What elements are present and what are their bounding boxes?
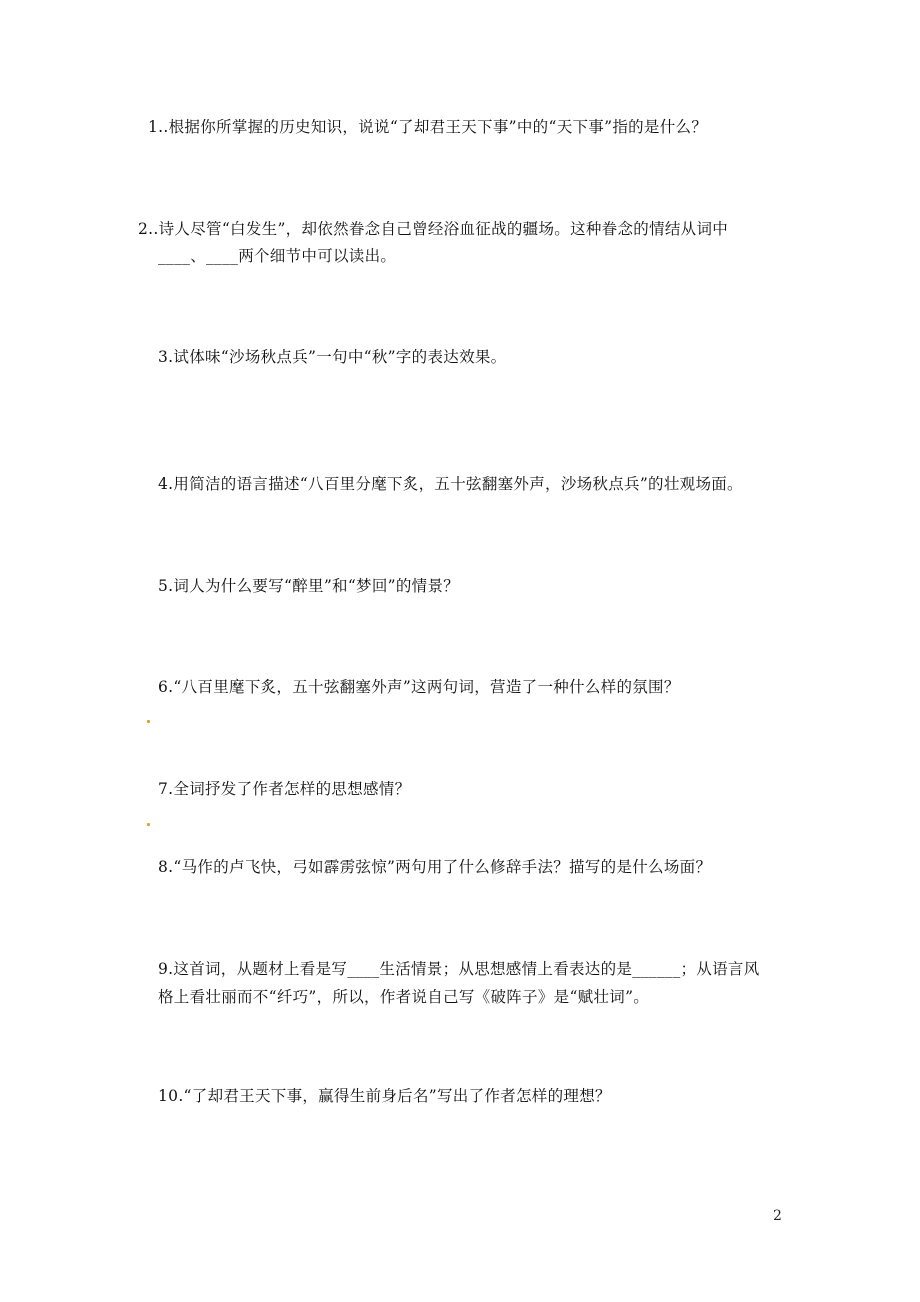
question-7-text: 7.全词抒发了作者怎样的思想感情？	[158, 780, 411, 798]
question-7	[158, 775, 410, 803]
question-2	[138, 215, 728, 243]
question-3	[158, 343, 507, 371]
question-9	[158, 955, 760, 983]
stray-mark	[147, 720, 150, 723]
question-6	[158, 673, 680, 701]
question-2-line-1: 2..诗人尽管“白发生”，却依然眷念自己曾经浴血征战的疆场。这种眷念的情结从词中	[138, 220, 729, 238]
question-4-text: 4.用简洁的语言描述“八百里分麾下炙，五十弦翻塞外声，沙场秋点兵”的壮观场面。	[158, 475, 743, 493]
page-number: 2	[773, 1208, 782, 1224]
question-2-line-2: ____、____两个细节中可以读出。	[158, 247, 397, 265]
question-1-text: 1..根据你所掌握的历史知识，说说“了却君王天下事”中的“天下事”指的是什么？	[148, 118, 708, 136]
question-5-text: 5.词人为什么要写“醉里”和“梦回”的情景？	[158, 577, 460, 595]
question-4	[158, 470, 743, 498]
question-10	[158, 1082, 611, 1110]
stray-mark	[147, 823, 150, 826]
question-9-continuation	[158, 983, 649, 1011]
question-3-text: 3.试体味“沙场秋点兵”一句中“秋”字的表达效果。	[158, 348, 507, 366]
question-8-text: 8.“马作的卢飞快，弓如霹雳弦惊”两句用了什么修辞手法？描写的是什么场面？	[158, 858, 712, 876]
question-5	[158, 572, 459, 600]
question-6-text: 6.“八百里麾下炙，五十弦翻塞外声”这两句词，营造了一种什么样的氛围？	[158, 678, 680, 696]
question-2-continuation	[158, 242, 396, 270]
question-9-line-1: 9.这首词，从题材上看是写____生活情景；从思想感情上看表达的是______；从语言风	[158, 960, 760, 978]
question-10-text: 10.“了却君王天下事，赢得生前身后名”写出了作者怎样的理想？	[158, 1087, 611, 1105]
question-9-line-2: 格上看壮丽而不“纤巧”，所以，作者说自己写《破阵子》是“赋壮词”。	[158, 988, 650, 1006]
question-8	[158, 853, 711, 881]
question-1	[148, 113, 707, 141]
